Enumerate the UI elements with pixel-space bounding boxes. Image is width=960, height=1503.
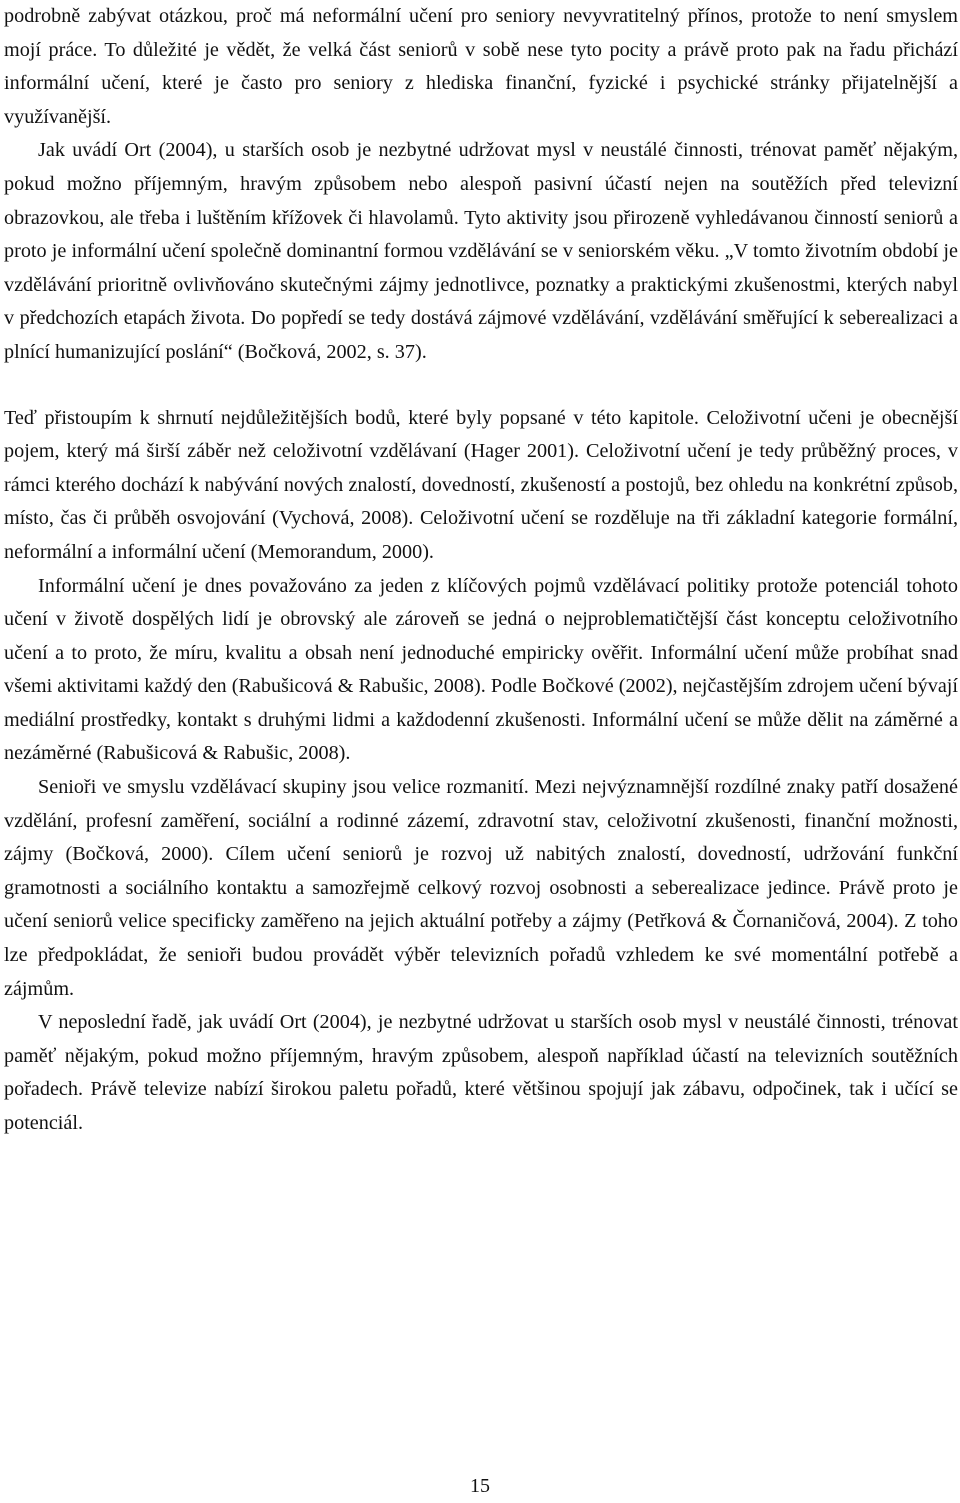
document-page [4,0,958,1141]
page-number: 15 [470,1475,490,1497]
paragraph-summary: Teď přistoupím k shrnutí nejdůležitějších bodů, které byly popsané v této kapitole. Celoživotní učeni je obecnější pojem, který má širší záběr než celoživotní vzdělávaní (Hager 2001). Celoživotní učení je tedy průběžný proces, v rámci kterého dochází k nabývání nových znalostí, dovedností, zkušeností a postojů, bez ohledu na konkrétní způsob, místo, čas či průběh osvojování (Vychová, 2008). Celoživotní učení se rozděluje na tři základní kategorie formální, neformální a informální učení (Memorandum, 2000). [4,406,958,563]
paragraph-seniors-group: Senioři ve smyslu vzdělávací skupiny jsou velice rozmanití. Mezi nejvýznamnější rozdílné znaky patří dosažené vzdělání, profesní zaměření, sociální a rodinné zázemí, zdravotní stav, celoživotní zkušenosti, finanční možnosti, zájmy (Bočková, 2000). Cílem učení seniorů je rozvoj už nabitých znalostí, dovedností, udržování funkční gramotnosti a sociálního kontaktu a samozřejmě celkový rozvoj osobnosti a seberealizace jedince. Právě proto je učení seniorů velice specificky zaměřeno na jejich aktuální potřeby a zájmy (Petřková & Čornaničová, 2004). Z toho lze předpokládat, že senioři budou provádět výběr televizních pořadů vzhledem ke své momentální potřebě a zájmům. [4,776,958,1000]
paragraph-informal-learning: Informální učení je dnes považováno za jeden z klíčových pojmů vzdělávací politiky protože potenciál tohoto učení v životě dospělých lidí je obrovský ale zároveň se jedná o nejproblematičtější část konceptu celoživotního učení a to proto, že míru, kvalitu a obsah není jednoduché empiricky ověřit. Informální učení může probíhat snad všemi aktivitami každý den (Rabušicová & Rabušic, 2008). Podle Bočkové (2002), nejčastějším zdrojem učení bývají mediální prostředky, kontakt s druhými lidmi a každodenní zkušenosti. Informální učení se může dělit na záměrné a nezáměrné (Rabušicová & Rabušic, 2008). [4,574,958,765]
paragraph-television: V neposlední řadě, jak uvádí Ort (2004), je nezbytné udržovat u starších osob mysl v neustálé činnosti, trénovat paměť nějakým, pokud možno příjemným, hravým způsobem, alespoň například účastí na televizních soutěžních pořadech. Právě televize nabízí širokou paletu pořadů, které většinou spojují jak zábavu, odpočinek, tak i učící se potenciál. [4,1011,958,1134]
paragraph-continued: podrobně zabývat otázkou, proč má neformální učení pro seniory nevyvratitelný přínos, protože to není smyslem mojí práce. To důležité je vědět, že velká část seniorů v sobě nese tyto pocity a právě proto pak na řadu přichází informální učení, které je často pro seniory z hlediska finanční, fyzické i psychické stránky přijatelnější a využívanější. [4,5,958,128]
paragraph-ort-mind-activity: Jak uvádí Ort (2004), u starších osob je nezbytné udržovat mysl v neustálé činnosti, trénovat paměť nějakým, pokud možno příjemným, hravým způsobem nebo alespoň pasivní účastí nejen na soutěžích před televizní obrazovkou, ale třeba i luštěním křížovek či hlavolamů. Tyto aktivity jsou přirozeně vyhledávanou činností seniorů a proto je informální učení společně dominantní formou vzdělávání se v seniorském věku. „V tomto životním období je vzdělávání prioritně ovlivňováno skutečnými zájmy jednotlivce, poznatky a praktickými zkušenostmi, kterých nabyl v předchozích etapách života. Do popředí se tedy dostává zájmové vzdělávání, vzdělávání směřující k seberealizaci a plnící humanizující poslání“ (Bočková, 2002, s. 37). [4,139,958,363]
